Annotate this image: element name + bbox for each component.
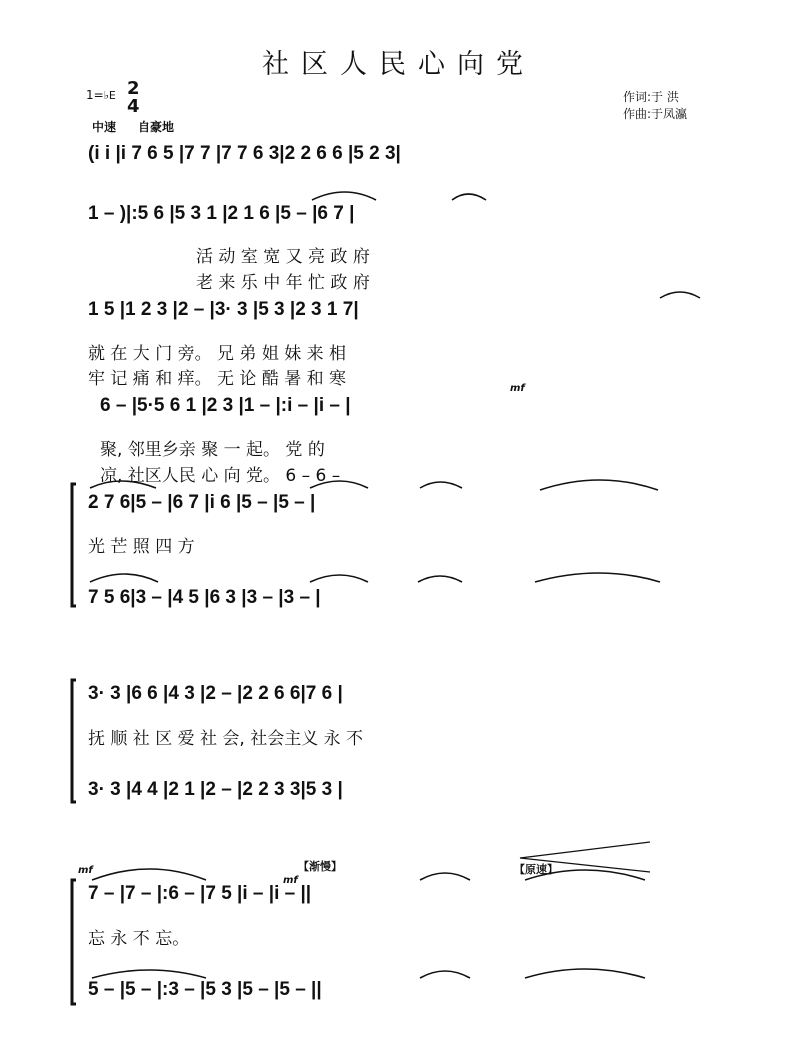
slur [535,573,660,582]
score-row-7-voice1: 7 – |7 – |:6 – |7 5 |i – |i – || [88,883,312,904]
slur [310,575,368,582]
score-row-6-voice1: 3· 3 |6 6 |4 3 |2 – |2 2 6 6|7 6 | [88,683,343,704]
lyrics-row-6: 抚 顺 社 区 爱 社 会, 社会主义 永 不 [88,729,364,749]
slur [92,869,206,880]
slur [310,481,368,488]
slur [420,482,462,488]
lyrics-row-7: 忘 永 不 忘。 [88,929,190,949]
slur [420,971,470,978]
slur [525,969,645,978]
ritardando-mark: 【渐慢】 [298,860,342,873]
dynamic-mf-3: mf [283,875,298,886]
score-row-4: 6 – |5·5 6 1 |2 3 |1 – |:i – |i – | [100,395,351,416]
slur [540,480,658,490]
lyricist-credit: 作词:于 洪 [623,90,679,104]
system-bracket-1 [72,484,76,606]
system-bracket-3 [72,880,76,1004]
expression-mark: 自豪地 [138,120,175,134]
dynamic-mf-1: mf [510,383,525,394]
lyrics-row-5: 光 芒 照 四 方 [88,537,195,557]
a-tempo-mark: 【原速】 [514,863,558,876]
system-bracket-2 [72,680,76,802]
lyrics-row-2-verse1: 活 动 室 宽 又 亮 政 府 [196,247,370,267]
page-title: 社区人民心向党 [262,49,535,80]
slur [525,870,645,880]
slur [312,192,376,200]
key-label: 1= [86,88,104,102]
score-row-5-voice1: 2 7 6|5 – |6 7 |i 6 |5 – |5 – | [88,492,316,513]
score-row-2: 1 – )|:5 6 |5 3 1 |2 1 6 |5 – |6 7 | [88,203,355,224]
slur [660,292,700,298]
slur [90,481,156,488]
score-row-1: (i i |i 7 6 5 |7 7 |7 7 6 3|2 2 6 6 |5 2 3| [88,143,401,164]
score-row-5-voice2: 7 5 6|3 – |4 5 |6 3 |3 – |3 – | [88,587,321,608]
slur [90,574,158,582]
lyrics-row-4-verse1: 聚, 邻里乡亲 聚 一 起。 党 的 [100,440,325,460]
slur [452,194,486,200]
slur [92,970,206,978]
lyrics-row-3-verse1: 就 在 大 门 旁。 兄 弟 姐 妹 来 相 [88,344,347,364]
crescendo-hairpin [520,842,650,872]
score-row-6-voice2: 3· 3 |4 4 |2 1 |2 – |2 2 3 3|5 3 | [88,779,343,800]
lyrics-row-4-verse2: 凉, 社区人民 心 向 党。 6 – 6 – [100,466,341,486]
lyrics-row-3-verse2: 牢 记 痛 和 痒。 无 论 酷 暑 和 寒 [88,369,347,389]
slur [420,873,470,880]
score-row-3: 1 5 |1 2 3 |2 – |3· 3 |5 3 |2 3 1 7| [88,299,359,320]
dynamic-mf-2: mf [78,865,93,876]
tempo-mark: 中速 [92,120,117,134]
flat-e: ♭E [103,89,116,102]
time-top: 2 [127,78,140,99]
slur [418,576,462,582]
composer-credit: 作曲:于凤瀛 [623,107,688,121]
lyrics-row-2-verse2: 老 来 乐 中 年 忙 政 府 [196,273,370,293]
score-row-7-voice2: 5 – |5 – |:3 – |5 3 |5 – |5 – || [88,979,322,1000]
time-bottom: 4 [127,96,140,117]
